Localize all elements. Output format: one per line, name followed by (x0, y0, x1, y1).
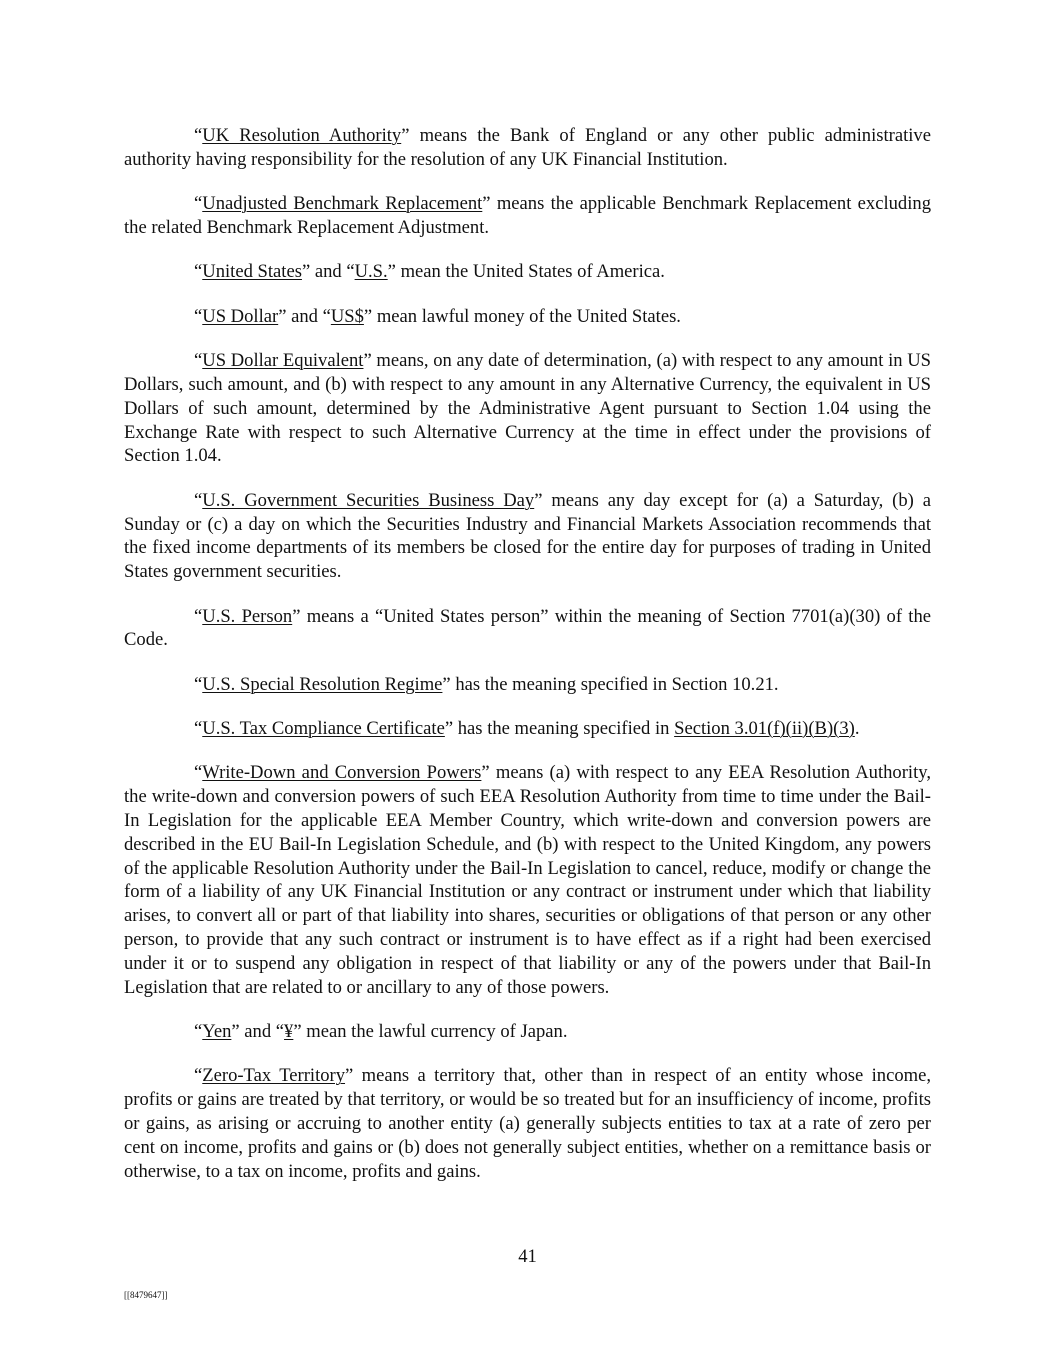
text-run: “ (194, 1021, 203, 1043)
text-run: “ (194, 350, 203, 372)
defined-term: UK Resolution Authority (202, 125, 402, 146)
text-run: ” means the applicable Benchmark Replacement excluding the related Benchmark Replacement Adjustment. (124, 193, 931, 238)
definition-paragraph (124, 124, 931, 172)
text-run: ” mean lawful money of the United States. (363, 305, 681, 327)
document-body (124, 124, 931, 1204)
text-run: ” means a territory that, other than in respect of an entity whose income, profits or gains are treated by that territory, or would be so treated but for an insufficiency of income, profits or gains, as arising or accruing to another entity (a) generally subjects entities to tax at a rate of zero per cent on income, profits and gains or (b) does not generally subject entities, whether on a remittance basis or otherwise, to a tax on income, profits and gains. (124, 1065, 931, 1182)
text-run: ” means the Bank of England or any other public administrative authority having responsibility for the resolution of any UK Financial Institution. (124, 125, 931, 170)
text-run: ” and “ (231, 1021, 285, 1043)
text-run: ” has the meaning specified in (444, 718, 675, 740)
definition-paragraph (124, 1020, 931, 1044)
text-run: “ (194, 1065, 203, 1087)
text-run: ” means, on any date of determination, (a) with respect to any amount in US Dollars, such amount, and (b) with respect to any amount in any Alternative Currency, the equivalent in US Dollars of such amount, determined by the Administrative Agent pursuant to Section 1.04 using the Exchange Rate with respect to such Alternative Currency at the time in effect under the provisions of Section 1.04. (124, 350, 931, 467)
defined-term: U.S. Tax Compliance Certificate (202, 718, 445, 740)
text-run: ” mean the lawful currency of Japan. (293, 1021, 568, 1043)
text-run: “ (194, 673, 203, 695)
text-run: “ (194, 125, 203, 146)
definition-paragraph (124, 761, 931, 999)
definition-paragraph (124, 305, 931, 329)
text-run: “ (194, 762, 203, 784)
definition-paragraph (124, 717, 931, 741)
text-run: ” and “ (278, 305, 331, 327)
defined-term: ¥ (284, 1021, 294, 1043)
defined-term: U.S. Government Securities Business Day (202, 489, 535, 511)
defined-term: US Dollar Equivalent (202, 350, 364, 372)
section-reference: Section 3.01(f)(ii)(B)(3) (674, 718, 855, 740)
text-run: ” means (a) with respect to any EEA Resolution Authority, the write-down and conversion powers of such EEA Resolution Authority from time to time under the Bail-In Legislation for the applicable EEA Member Country, which write-down and conversion powers are described in the EU Bail-In Legislation Schedule, and (b) with respect to the United Kingdom, any powers of the applicable Resolution Authority under the Bail-In Legislation to cancel, reduce, modify or change the form of a liability of any UK Financial Institution or any contract or instrument under which that liability arises, to convert all or part of that liability into shares, securities or obligations of that person or any other person, to provide that any such contract or instrument is to have effect as if a right had been exercised under it or to suspend any obligation in respect of that liability or any of the powers under that Bail-In Legislation that are related to or ancillary to any of those powers. (124, 762, 931, 998)
text-run: “ (194, 261, 203, 283)
text-run: ” has the meaning specified in Section 10.21. (442, 673, 779, 695)
defined-term: US$ (330, 305, 364, 327)
defined-term: Yen (202, 1021, 232, 1043)
definition-paragraph (124, 192, 931, 240)
text-run: “ (194, 305, 203, 327)
text-run: ” means a “United States person” within the meaning of Section 7701(a)(30) of the Code. (124, 605, 931, 651)
definition-paragraph (124, 349, 931, 468)
text-run: ” means any day except for (a) a Saturday, (b) a Sunday or (c) a day on which the Securities Industry and Financial Markets Association recommends that the fixed income departments of its members be closed for the entire day for purposes of trading in United States government securities. (124, 489, 931, 583)
definition-paragraph (124, 260, 931, 284)
defined-term: Zero-Tax Territory (202, 1065, 346, 1087)
text-run: “ (194, 605, 203, 627)
definition-paragraph (124, 673, 931, 697)
text-run: . (854, 718, 860, 740)
text-run: ” mean the United States of America. (387, 261, 665, 283)
defined-term: U.S. (354, 261, 388, 283)
definition-paragraph (124, 605, 931, 653)
defined-term: United States (202, 261, 302, 283)
defined-term: Write-Down and Conversion Powers (202, 762, 482, 784)
defined-term: U.S. Special Resolution Regime (202, 673, 443, 695)
definition-paragraph (124, 1064, 931, 1183)
text-run: ” and “ (301, 261, 355, 283)
text-run: “ (194, 489, 203, 511)
document-id: [[8479647]] (124, 1290, 168, 1300)
text-run: “ (194, 718, 203, 740)
defined-term: Unadjusted Benchmark Replacement (202, 193, 483, 215)
defined-term: US Dollar (202, 305, 279, 327)
definition-paragraph (124, 489, 931, 584)
defined-term: U.S. Person (202, 605, 293, 627)
text-run: “ (194, 193, 203, 215)
page-number: 41 (518, 1246, 537, 1267)
